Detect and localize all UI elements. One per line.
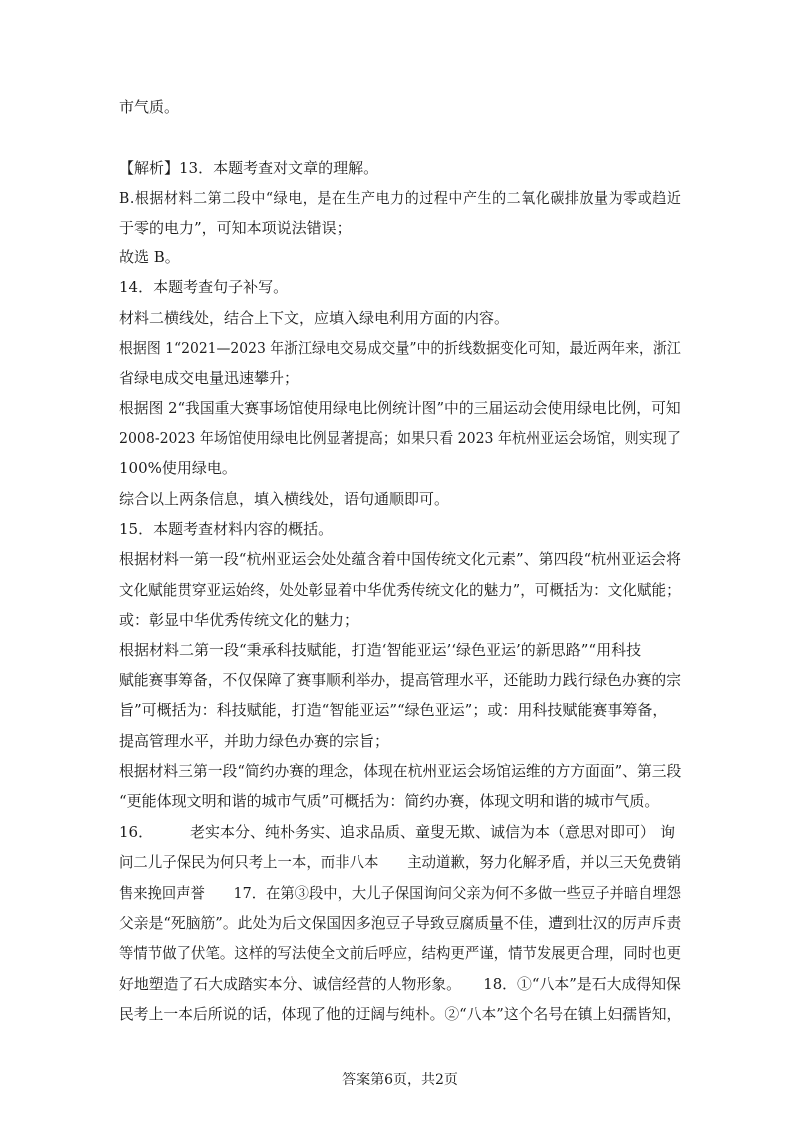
text-line: 民考上一本后所说的话，体现了他的迂阔与纯朴。②“八本”这个名号在镇上妇孺皆知， — [119, 1005, 682, 1023]
text-line: 100%使用绿电。 — [119, 459, 237, 477]
text-line: “更能体现文明和谐的城市气质”可概括为：简约办赛，体现文明和谐的城市气质。 — [119, 792, 660, 810]
text-line: 综合以上两条信息，填入横线处，语句通顺即可。 — [119, 490, 450, 508]
text-line: 根据图 1“2021—2023 年浙江绿电交易成交量”中的折线数据变化可知，最近两年来，浙江 — [119, 339, 681, 357]
answer-text: 老实本分、纯朴务实、追求品质、童叟无欺、诚信为本（意思对即可） — [190, 823, 656, 841]
text-line: 2008-2023 年场馆使用绿电比例显著提高；如果只看 2023 年杭州亚运会场馆，则实现了 — [119, 429, 681, 447]
question-heading: 14．本题考查句子补写。 — [119, 278, 289, 296]
text-line: 省绿电成交电量迅速攀升； — [119, 369, 300, 387]
text-line: 售来挽回声誉 17．在第③段中，大儿子保国询问父亲为何不多做一些豆子并暗自埋怨 — [119, 884, 682, 902]
page-footer: 答案第6页，共2页 — [342, 1072, 458, 1088]
text-line: 材料二横线处，结合上下文，应填入绿电利用方面的内容。 — [119, 309, 510, 327]
text-line: B.根据材料二第二段中“绿电，是在生产电力的过程中产生的二氧化碳排放量为零或趋近 — [119, 189, 682, 207]
text-line: 父亲是“死脑筋”。此处为后文保国因多泡豆子导致豆腐质量不佳，遭到壮汉的厉声斥责 — [119, 914, 682, 932]
text-line: 旨”可概括为：科技赋能，打造“智能亚运”“绿色亚运”；或：用科技赋能赛事筹备， — [119, 701, 668, 719]
text-line: 提高管理水平，并助力绿色办赛的宗旨； — [119, 732, 390, 750]
text-line: 于零的电力”，可知本项说法错误； — [119, 219, 352, 237]
text-line: 文化赋能贯穿亚运始终，处处彰显着中华优秀传统文化的魅力”，可概括为：文化赋能； — [119, 581, 681, 599]
text-line: 市气质。 — [119, 98, 180, 116]
text-line: 根据材料二第一段“秉承科技赋能，打造‘智能亚运’‘绿色亚运’的新思路”“用科技 — [119, 641, 642, 659]
text-line: 根据材料一第一段“杭州亚运会处处蕴含着中国传统文化元素”、第四段“杭州亚运会将 — [119, 550, 682, 568]
text-line: 或：彰显中华优秀传统文化的魅力； — [119, 611, 360, 629]
text-line: 问二儿子保民为何只考上一本，而非八本 主动道歉，努力化解矛盾，并以三天免费销 — [119, 853, 682, 871]
text-line: 故选 B。 — [119, 248, 180, 266]
question-heading: 15．本题考查材料内容的概括。 — [119, 520, 334, 538]
analysis-heading: 【解析】13．本题考查对文章的理解。 — [119, 159, 379, 177]
text-line: 赋能赛事筹备，不仅保障了赛事顺利举办，提高管理水平，还能助力践行绿色办赛的宗 — [119, 671, 682, 689]
text-line: 根据图 2“我国重大赛事场馆使用绿电比例统计图”中的三届运动会使用绿电比例，可知 — [119, 399, 681, 417]
text-line: 根据材料三第一段“简约办赛的理念，体现在杭州亚运会场馆运维的方方面面”、第三段 — [119, 762, 682, 780]
text-line: 好地塑造了石大成踏实本分、诚信经营的人物形象。 18．①“八本”是石大成得知保 — [119, 975, 681, 993]
text-line: 等情节做了伏笔。这样的写法使全文前后呼应，结构更严谨，情节发展更合理，同时也更 — [119, 944, 682, 962]
text-fragment: 询 — [660, 823, 676, 841]
question-number: 16． — [119, 823, 154, 841]
